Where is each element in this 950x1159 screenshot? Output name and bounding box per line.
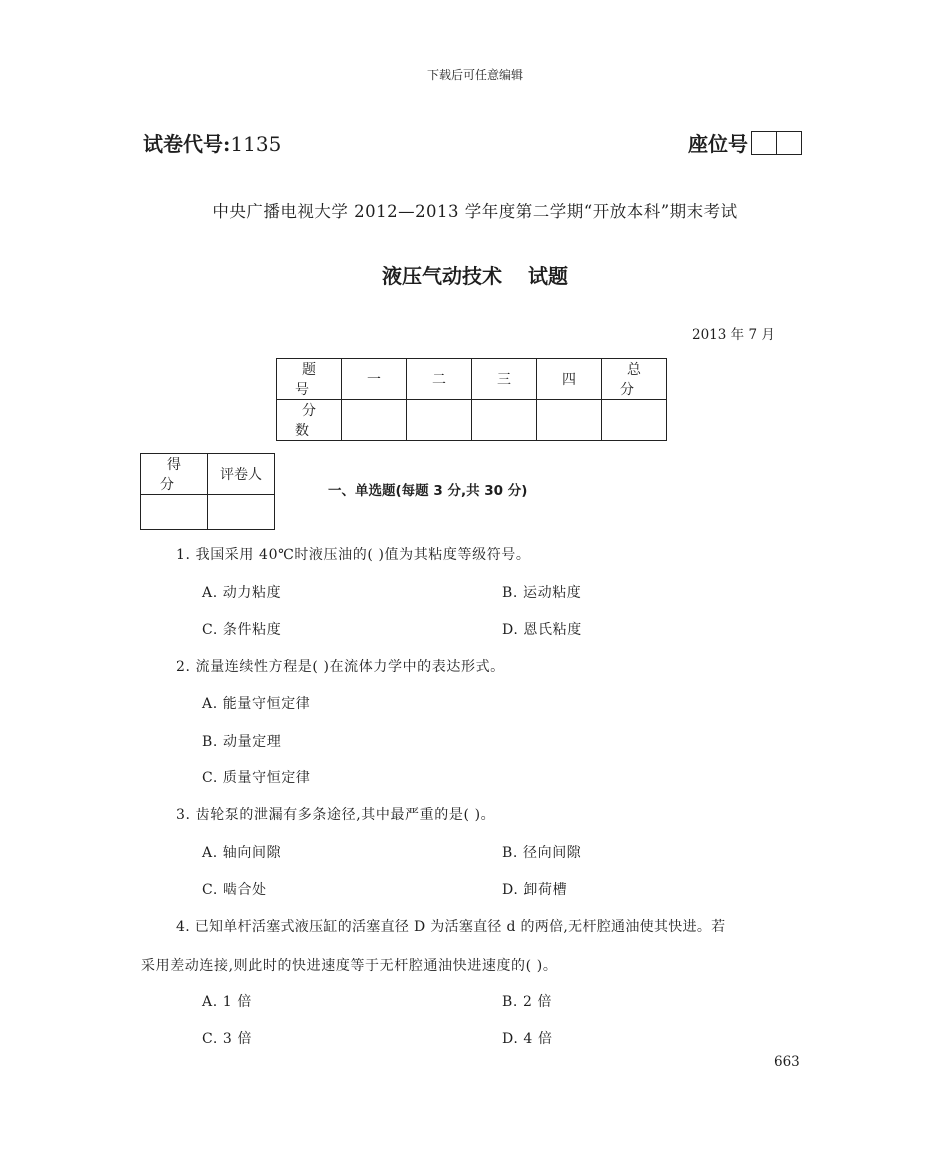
exam-code-label: 试卷代号:	[143, 132, 231, 156]
score-blank	[342, 400, 407, 441]
school-line: 中央广播电视大学 2012—2013 学年度第二学期“开放本科”期末考试	[212, 202, 738, 221]
score-blank	[602, 400, 667, 441]
exam-title	[0, 260, 950, 289]
score-cell-1: 一	[342, 359, 407, 400]
option: D. 恩氏粘度	[502, 622, 582, 638]
option: B. 2 倍	[502, 994, 553, 1010]
seat-label: 座位号	[688, 132, 748, 156]
title-suffix: 试题	[528, 264, 568, 288]
option: A. 1 倍	[202, 994, 252, 1010]
option: A. 轴向间隙	[202, 845, 282, 861]
exam-code-value: 1135	[230, 132, 282, 156]
seat-box	[752, 132, 776, 154]
score-blank	[472, 400, 537, 441]
seat-boxes	[751, 131, 802, 155]
option: C. 3 倍	[202, 1031, 253, 1047]
grader-score-header: 得分	[141, 454, 208, 495]
option: A. 动力粘度	[202, 585, 282, 601]
score-cell-2: 二	[407, 359, 472, 400]
option: B. 动量定理	[202, 734, 282, 750]
page-number: 663	[774, 1054, 800, 1070]
option: C. 啮合处	[202, 882, 267, 898]
score-blank	[407, 400, 472, 441]
option: D. 卸荷槽	[502, 882, 568, 898]
question-stem: 2. 流量连续性方程是( )在流体力学中的表达形式。	[176, 659, 505, 675]
section-title: 一、单选题(每题 3 分,共 30 分)	[328, 483, 528, 499]
score-row-label: 分数	[277, 400, 342, 441]
option: C. 条件粘度	[202, 622, 282, 638]
score-cell-label: 题号	[277, 359, 342, 400]
seat-number	[688, 128, 802, 157]
grader-table	[140, 453, 275, 530]
score-table	[276, 358, 667, 441]
score-value-row	[277, 400, 667, 441]
score-cell-4: 四	[537, 359, 602, 400]
question-stem: 3. 齿轮泵的泄漏有多条途径,其中最严重的是( )。	[176, 807, 496, 823]
header-note: 下载后可任意编辑	[426, 68, 523, 82]
option: B. 运动粘度	[502, 585, 582, 601]
option: B. 径向间隙	[502, 845, 582, 861]
title-subject: 液压气动技术	[382, 264, 502, 288]
question-stem: 1. 我国采用 40℃时液压油的( )值为其粘度等级符号。	[176, 547, 531, 563]
seat-box	[776, 132, 801, 154]
exam-code	[143, 128, 281, 157]
score-blank	[537, 400, 602, 441]
question-stem: 4. 已知单杆活塞式液压缸的活塞直径 D 为活塞直径 d 的两倍,无杆腔通油使其快进。若	[176, 919, 726, 935]
grader-blank	[141, 495, 208, 530]
grader-name-header: 评卷人	[208, 454, 275, 495]
score-cell-3: 三	[472, 359, 537, 400]
grader-blank	[208, 495, 275, 530]
question-stem-continued: 采用差动连接,则此时的快进速度等于无杆腔通油快进速度的( )。	[141, 958, 558, 974]
score-cell-total: 总分	[602, 359, 667, 400]
score-header-row	[277, 359, 667, 400]
option: C. 质量守恒定律	[202, 770, 311, 786]
option: D. 4 倍	[502, 1031, 553, 1047]
option: A. 能量守恒定律	[202, 696, 311, 712]
exam-date: 2013 年 7 月	[692, 327, 775, 343]
